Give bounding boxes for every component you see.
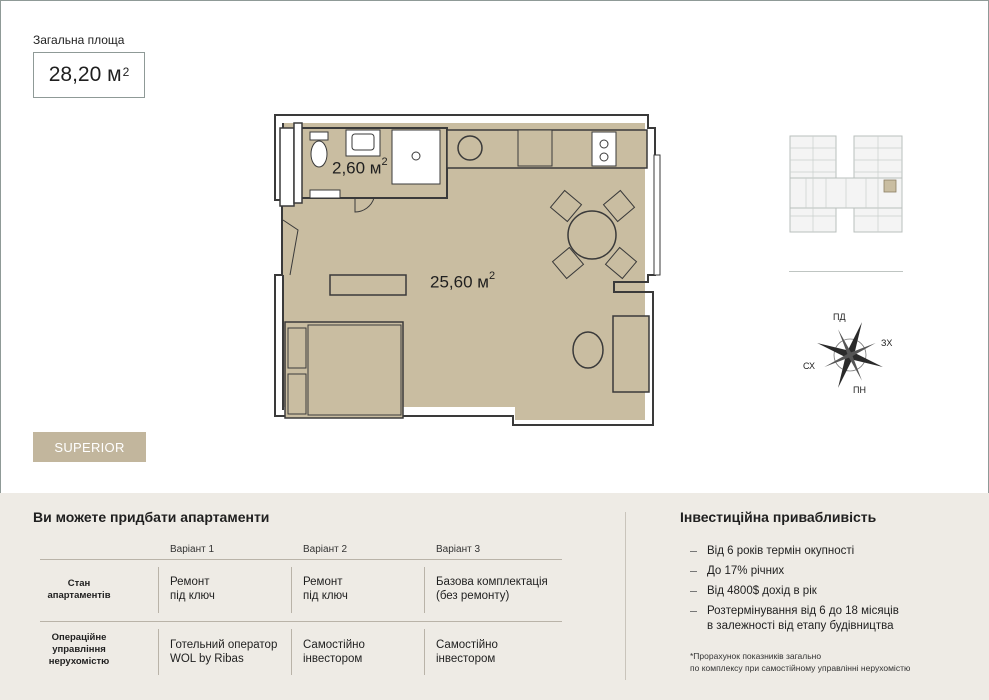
dash-icon [690,591,697,592]
compass-drawing [795,300,905,410]
table-cell: Готельний оператор WOL by Ribas [170,639,278,665]
toilet-bowl [311,141,327,167]
total-area-value: 28,20 м [48,63,122,86]
desk-chair [573,332,603,368]
bath-mat [310,190,340,198]
shower-tray [392,130,440,184]
table-cell: Ремонт під ключ [170,576,215,602]
bed-mattress [308,325,401,415]
table-cell: Ремонт під ключ [303,576,348,602]
dash-icon [690,571,697,572]
calculation-footnote: *Прорахунок показників загально по комплексу при самостійному управлінні нерухомістю [690,651,911,673]
variant-2-header: Варіант 2 [303,544,348,555]
kitchen-sink [518,130,552,166]
row-header-management: Операційне управління нерухомістю [48,632,110,667]
table-col-line-3 [424,567,425,613]
section-divider [625,512,626,680]
floor-plan [270,110,670,430]
compass-north-label: ПН [853,385,866,395]
bathroom-area-label: 2,60 $м^2$ [332,156,388,178]
table-cell: Базова комплектація (без ремонту) [436,576,548,602]
key-plan-divider [789,271,903,272]
table-line-middle [40,621,562,622]
key-plan-drawing [786,128,910,240]
key-plan-highlight [884,180,896,192]
table-col-line-6 [424,629,425,675]
top-left-corner [294,123,302,203]
partition-shelf [330,275,406,295]
table-col-line-4 [158,629,159,675]
table-col-line-1 [158,567,159,613]
bed-pillow-2 [288,374,306,414]
sink-basin [352,134,374,150]
building-key-plan [786,128,910,240]
compass-south-label: ПД [833,312,846,322]
table-cell: Самостійно інвестором [436,639,498,665]
investment-item: До 17% річних [690,564,784,579]
apartment-class-badge: SUPERIOR [33,432,146,462]
purchase-section-title: Ви можете придбати апартаменти [33,509,270,525]
bed-pillow-1 [288,328,306,368]
toilet-tank [310,132,328,140]
dining-table [568,211,616,259]
table-line-top [40,559,562,560]
row-header-condition: Стан апартаментів [47,578,111,601]
investment-section-title: Інвестиційна привабливість [680,509,877,525]
living-area-label: 25,60 $м^2$ [430,270,496,292]
variant-1-header: Варіант 1 [170,544,215,555]
window-right [654,155,660,275]
compass-east-label: СХ [803,361,815,371]
compass-rose [795,300,905,410]
investment-item: Від 4800$ дохід в рік [690,584,817,599]
investment-item: Від 6 років термін окупності [690,544,854,559]
left-column [280,128,294,206]
variant-3-header: Варіант 3 [436,544,481,555]
dash-icon [690,551,697,552]
dash-icon [690,611,697,612]
compass-west-label: ЗХ [881,338,893,348]
total-area-unit-sup: 2 [122,65,130,79]
total-area-value-box [33,52,145,98]
table-cell: Самостійно інвестором [303,639,365,665]
total-area-label: Загальна площа [33,33,125,47]
table-col-line-2 [291,567,292,613]
investment-item: Розтермінування від 6 до 18 місяців в залежності від етапу будівництва [690,604,899,634]
table-col-line-5 [291,629,292,675]
floor-plan-drawing [270,110,670,430]
desk [613,316,649,392]
